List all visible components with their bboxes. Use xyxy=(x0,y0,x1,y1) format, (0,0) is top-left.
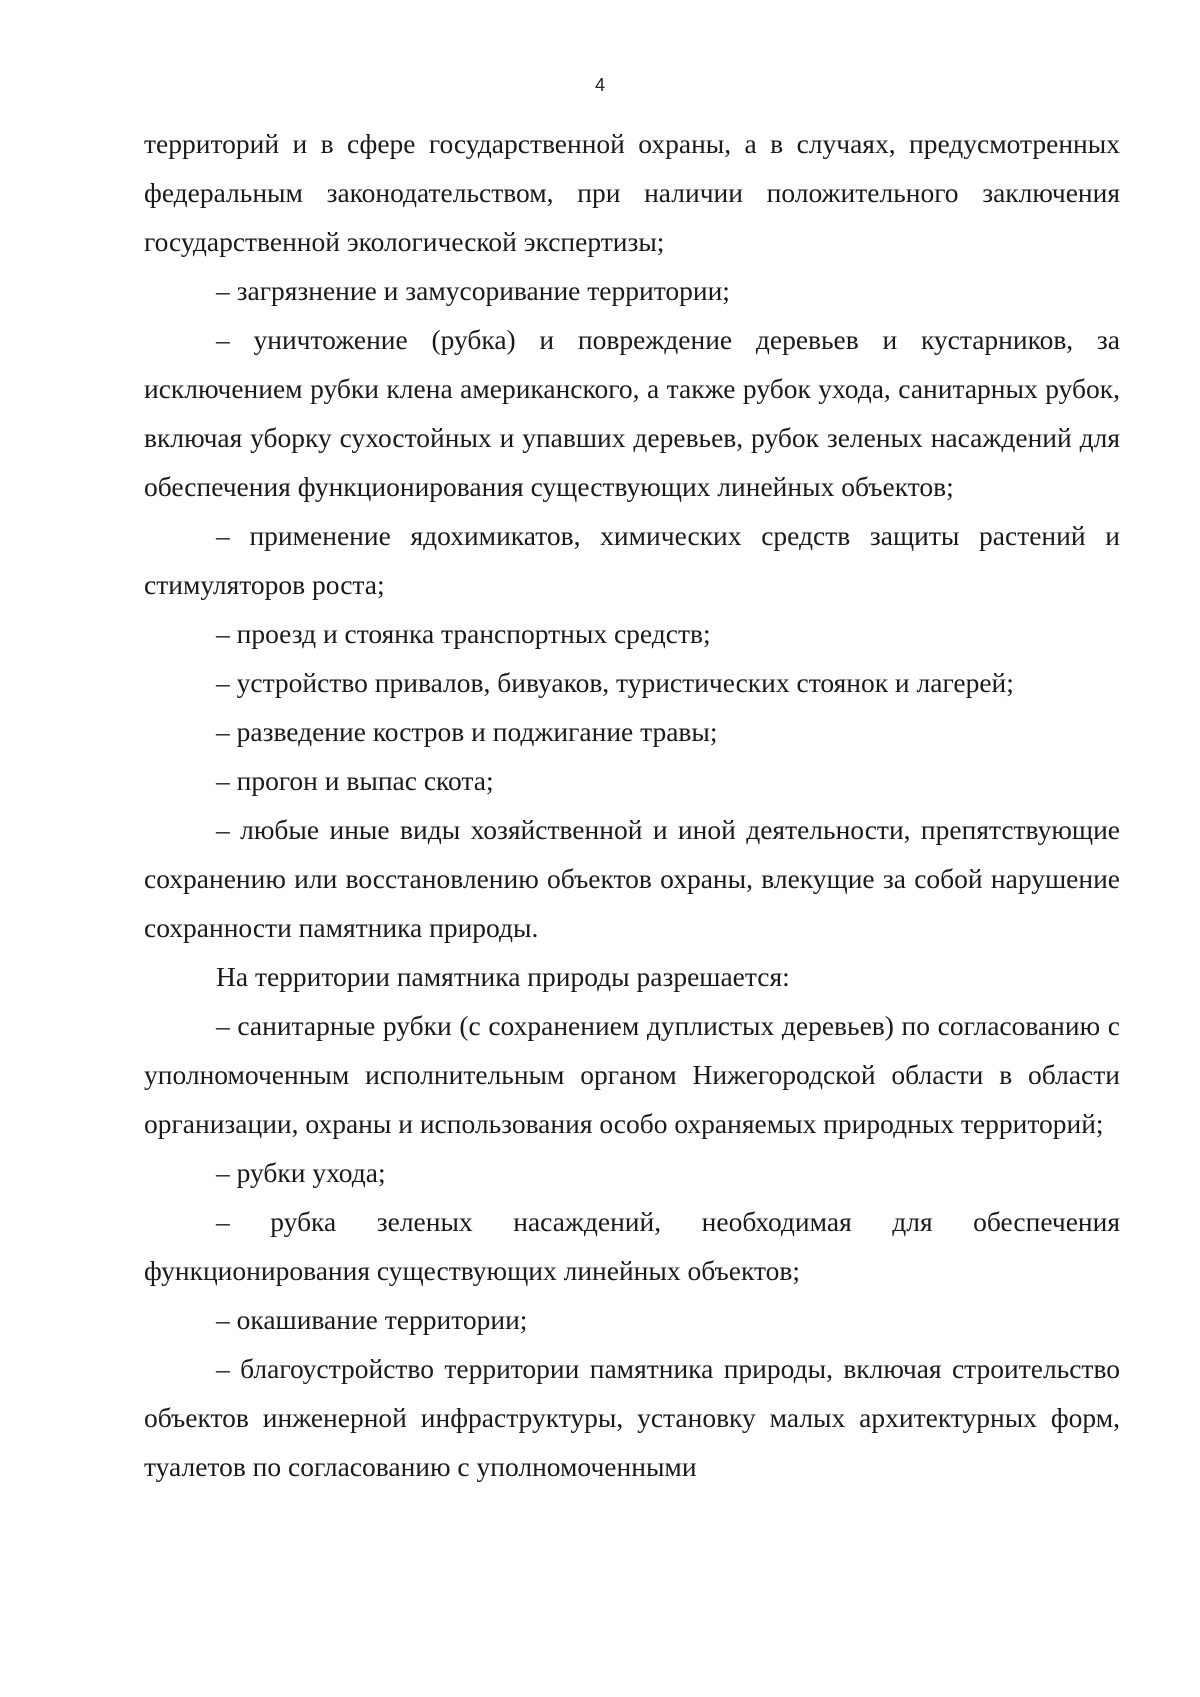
list-item-other-activities: – любые иные виды хозяйственной и иной деятельности, препятствующие сохранению или восстановлению объектов охраны, влекущие за собой нарушение сохранности памятника природы. xyxy=(144,814,1120,943)
paragraph-continuation: территорий и в сфере государственной охраны, а в случаях, предусмотренных федеральным законодательством, при наличии положительного заключения государственной экологической экспертизы; xyxy=(144,128,1120,257)
list-item-fires: – разведение костров и поджигание травы; xyxy=(216,716,718,747)
list-item-care-cutting: – рубки ухода; xyxy=(216,1157,386,1188)
page-number: 4 xyxy=(594,75,605,95)
list-item-camps: – устройство привалов, бивуаков, туристических стоянок и лагерей; xyxy=(216,667,1014,698)
list-item-grazing: – прогон и выпас скота; xyxy=(216,765,494,796)
document-body xyxy=(144,119,1120,1491)
list-item-green-cutting: – рубка зеленых насаждений, необходимая для обеспечения функционирования существующих линейных объектов; xyxy=(144,1206,1120,1286)
list-item-chemicals: – применение ядохимикатов, химических средств защиты растений и стимуляторов роста; xyxy=(144,520,1120,600)
list-item-mowing: – окашивание территории; xyxy=(216,1304,528,1335)
list-item-vehicles: – проезд и стоянка транспортных средств; xyxy=(216,618,711,649)
list-item-sanitary-cutting: – санитарные рубки (с сохранением дуплистых деревьев) по согласованию с уполномоченным исполнительным органом Нижегородской области в области организации, охраны и использования особо охраняемых природных территорий; xyxy=(144,1010,1120,1139)
paragraph-permitted-intro: На территории памятника природы разрешается: xyxy=(216,961,790,992)
list-item-landscaping: – благоустройство территории памятника природы, включая строительство объектов инженерной инфраструктуры, установку малых архитектурных форм, туалетов по согласованию с уполномоченными xyxy=(144,1353,1120,1482)
list-item-tree-cutting: – уничтожение (рубка) и повреждение деревьев и кустарников, за исключением рубки клена американского, а также рубок ухода, санитарных рубок, включая уборку сухостойных и упавших деревьев, рубок зеленых насаждений для обеспечения функционирования существующих линейных объектов; xyxy=(144,324,1120,502)
list-item-pollution: – загрязнение и замусоривание территории; xyxy=(216,275,730,306)
